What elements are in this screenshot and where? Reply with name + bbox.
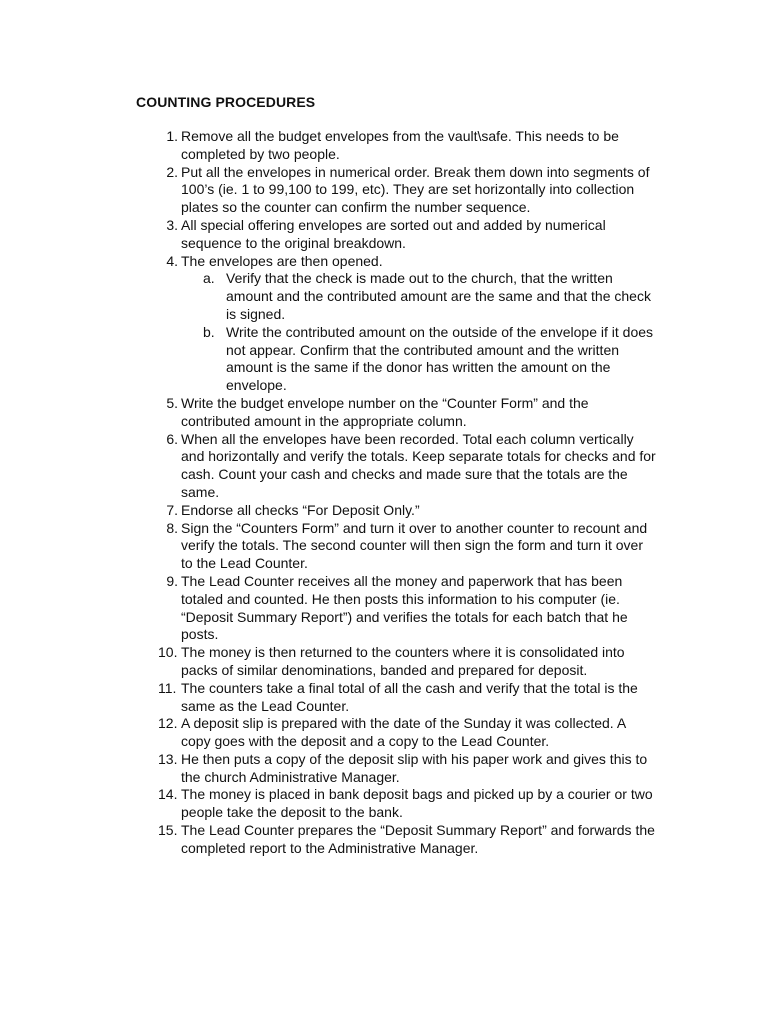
step-number: 2.: [166, 163, 178, 180]
procedure-step: [136, 502, 656, 520]
step-text: Put all the envelopes in numerical order. Break them down into segments of 100’s (ie. 1 to 99,100 to 199, etc). They are set horizontally into collection plates so the counter can confirm the number sequence.: [181, 163, 650, 216]
substep-letter: a.: [203, 270, 215, 287]
step-text: Write the budget envelope number on the “Counter Form” and the contributed amount in the appropriate column.: [181, 394, 589, 429]
step-text: A deposit slip is prepared with the date of the Sunday it was collected. A copy goes with the deposit and a copy to the Lead Counter.: [181, 715, 626, 750]
step-text: The envelopes are then opened.: [181, 252, 383, 269]
substep-list: [181, 270, 656, 395]
step-text: Sign the “Counters Form” and turn it over to another counter to recount and verify the totals. The second counter will then sign the form and turn it over to the Lead Counter.: [181, 519, 648, 572]
step-number: 15.: [158, 822, 178, 839]
step-text: The money is then returned to the counters where it is consolidated into packs of similar denominations, banded and prepared for deposit.: [181, 644, 625, 678]
procedure-step: [136, 520, 656, 573]
document-title: COUNTING PROCEDURES: [136, 94, 316, 110]
step-number: 1.: [166, 128, 178, 144]
step-number: 10.: [158, 644, 178, 661]
step-text: All special offering envelopes are sorted out and added by numerical sequence to the original breakdown.: [181, 216, 606, 251]
procedure-substep: [181, 270, 656, 323]
procedure-step: [136, 786, 656, 822]
step-text: The Lead Counter prepares the “Deposit Summary Report” and forwards the completed report to the Administrative Manager.: [181, 822, 655, 856]
procedure-step: [136, 431, 656, 502]
procedure-step: [136, 128, 656, 164]
step-number: 3.: [166, 216, 178, 233]
step-text: The Lead Counter receives all the money and paperwork that has been totaled and counted. He then posts this information to his computer (ie. “Deposit Summary Report”) and verifies the totals for each batch that he posts.: [181, 572, 628, 643]
step-number: 5.: [166, 394, 178, 411]
procedure-substep: [181, 324, 656, 395]
procedure-step: [136, 680, 656, 716]
procedure-step: [136, 217, 656, 253]
procedure-step: [136, 715, 656, 751]
procedure-step: [136, 395, 656, 431]
substep-text: Write the contributed amount on the outside of the envelope if it does not appear. Confirm that the contributed amount and the written amount is the same if the donor has written the amount on the envelope.: [226, 323, 654, 394]
step-text: Remove all the budget envelopes from the vault\safe. This needs to be completed by two people.: [181, 128, 619, 162]
procedure-list: [136, 128, 656, 858]
procedure-step: [136, 822, 656, 858]
step-number: 11.: [158, 679, 177, 696]
step-number: 14.: [158, 786, 178, 803]
step-number: 13.: [158, 750, 178, 767]
step-number: 6.: [166, 430, 178, 447]
substep-text: Verify that the check is made out to the church, that the written amount and the contributed amount are the same and that the check is signed.: [226, 270, 651, 322]
step-text: He then puts a copy of the deposit slip with his paper work and gives this to the church Administrative Manager.: [181, 750, 648, 785]
step-number: 7.: [166, 501, 178, 518]
step-number: 8.: [166, 519, 178, 536]
procedure-step: [136, 644, 656, 680]
step-number: 9.: [166, 572, 178, 589]
procedure-step: [136, 751, 656, 787]
step-text: Endorse all checks “For Deposit Only.”: [181, 501, 420, 518]
substep-letter: b.: [203, 323, 215, 340]
procedure-step: [136, 164, 656, 217]
step-text: The money is placed in bank deposit bags and picked up by a courier or two people take the deposit to the bank.: [181, 786, 653, 821]
procedure-step: [136, 253, 656, 395]
step-number: 12.: [158, 715, 178, 732]
step-text: The counters take a final total of all the cash and verify that the total is the same as the Lead Counter.: [181, 679, 638, 714]
step-text: When all the envelopes have been recorded. Total each column vertically and horizontally and verify the totals. Keep separate totals for checks and for cash. Count your cash and checks and made sure that the totals are the same.: [181, 430, 656, 500]
step-number: 4.: [166, 252, 178, 269]
procedure-step: [136, 573, 656, 644]
